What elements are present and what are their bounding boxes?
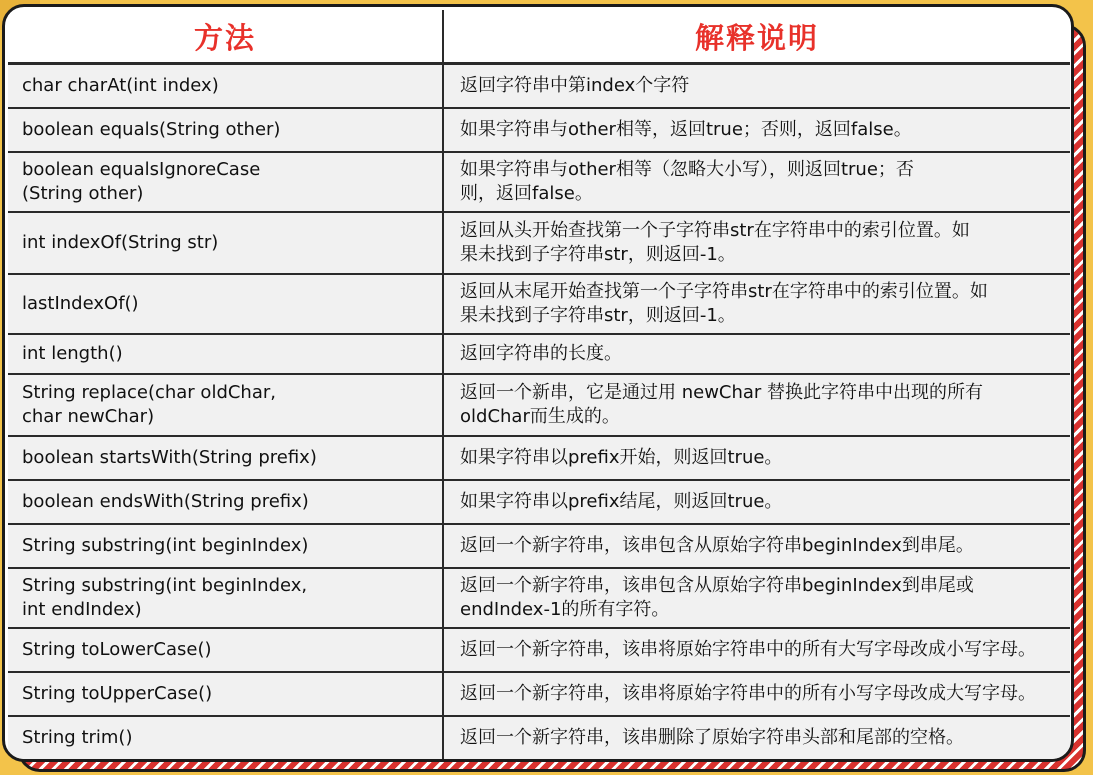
description-cell: 返回一个新字符串，该串包含从原始字符串beginIndex到串尾或 endIndex-1的所有字符。 <box>443 568 1070 628</box>
string-methods-card <box>2 4 1074 762</box>
table-row <box>8 716 1070 759</box>
table-row <box>8 152 1070 212</box>
method-cell: boolean startsWith(String prefix) <box>8 436 443 480</box>
method-cell: String toUpperCase() <box>8 672 443 716</box>
description-cell: 返回一个新字符串，该串删除了原始字符串头部和尾部的空格。 <box>443 716 1070 759</box>
header-method: 方法 <box>8 10 443 64</box>
method-cell: String substring(int beginIndex, int endIndex) <box>8 568 443 628</box>
table-row <box>8 628 1070 672</box>
description-cell: 如果字符串与other相等（忽略大小写），则返回true；否 则，返回false。 <box>443 152 1070 212</box>
method-cell: int indexOf(String str) <box>8 212 443 274</box>
table-row <box>8 334 1070 374</box>
description-cell: 返回从末尾开始查找第一个子字符串str在字符串中的索引位置。如 果未找到子字符串str，则返回-1。 <box>443 274 1070 334</box>
description-cell: 如果字符串以prefix结尾，则返回true。 <box>443 480 1070 524</box>
table-header-row <box>8 10 1070 64</box>
method-cell: boolean equalsIgnoreCase (String other) <box>8 152 443 212</box>
table-row <box>8 212 1070 274</box>
method-cell: String toLowerCase() <box>8 628 443 672</box>
method-cell: boolean equals(String other) <box>8 108 443 152</box>
table-row <box>8 524 1070 568</box>
description-cell: 返回一个新串，它是通过用 newChar 替换此字符串中出现的所有 oldChar而生成的。 <box>443 374 1070 436</box>
method-cell: boolean endsWith(String prefix) <box>8 480 443 524</box>
method-cell: lastIndexOf() <box>8 274 443 334</box>
description-cell: 返回字符串中第index个字符 <box>443 64 1070 109</box>
string-methods-table <box>8 10 1070 759</box>
table-row <box>8 480 1070 524</box>
description-cell: 返回一个新字符串，该串将原始字符串中的所有大写字母改成小写字母。 <box>443 628 1070 672</box>
table-row <box>8 64 1070 109</box>
table-row <box>8 274 1070 334</box>
table-row <box>8 436 1070 480</box>
method-cell: String replace(char oldChar, char newChar) <box>8 374 443 436</box>
header-description: 解释说明 <box>443 10 1070 64</box>
description-cell: 返回一个新字符串，该串包含从原始字符串beginIndex到串尾。 <box>443 524 1070 568</box>
description-cell: 如果字符串以prefix开始，则返回true。 <box>443 436 1070 480</box>
method-cell: int length() <box>8 334 443 374</box>
method-cell: String trim() <box>8 716 443 759</box>
description-cell: 返回字符串的长度。 <box>443 334 1070 374</box>
table-row <box>8 108 1070 152</box>
description-cell: 返回一个新字符串，该串将原始字符串中的所有小写字母改成大写字母。 <box>443 672 1070 716</box>
description-cell: 返回从头开始查找第一个子字符串str在字符串中的索引位置。如 果未找到子字符串str，则返回-1。 <box>443 212 1070 274</box>
table-row <box>8 374 1070 436</box>
method-cell: char charAt(int index) <box>8 64 443 109</box>
method-cell: String substring(int beginIndex) <box>8 524 443 568</box>
table-row <box>8 672 1070 716</box>
table-row <box>8 568 1070 628</box>
description-cell: 如果字符串与other相等，返回true；否则，返回false。 <box>443 108 1070 152</box>
